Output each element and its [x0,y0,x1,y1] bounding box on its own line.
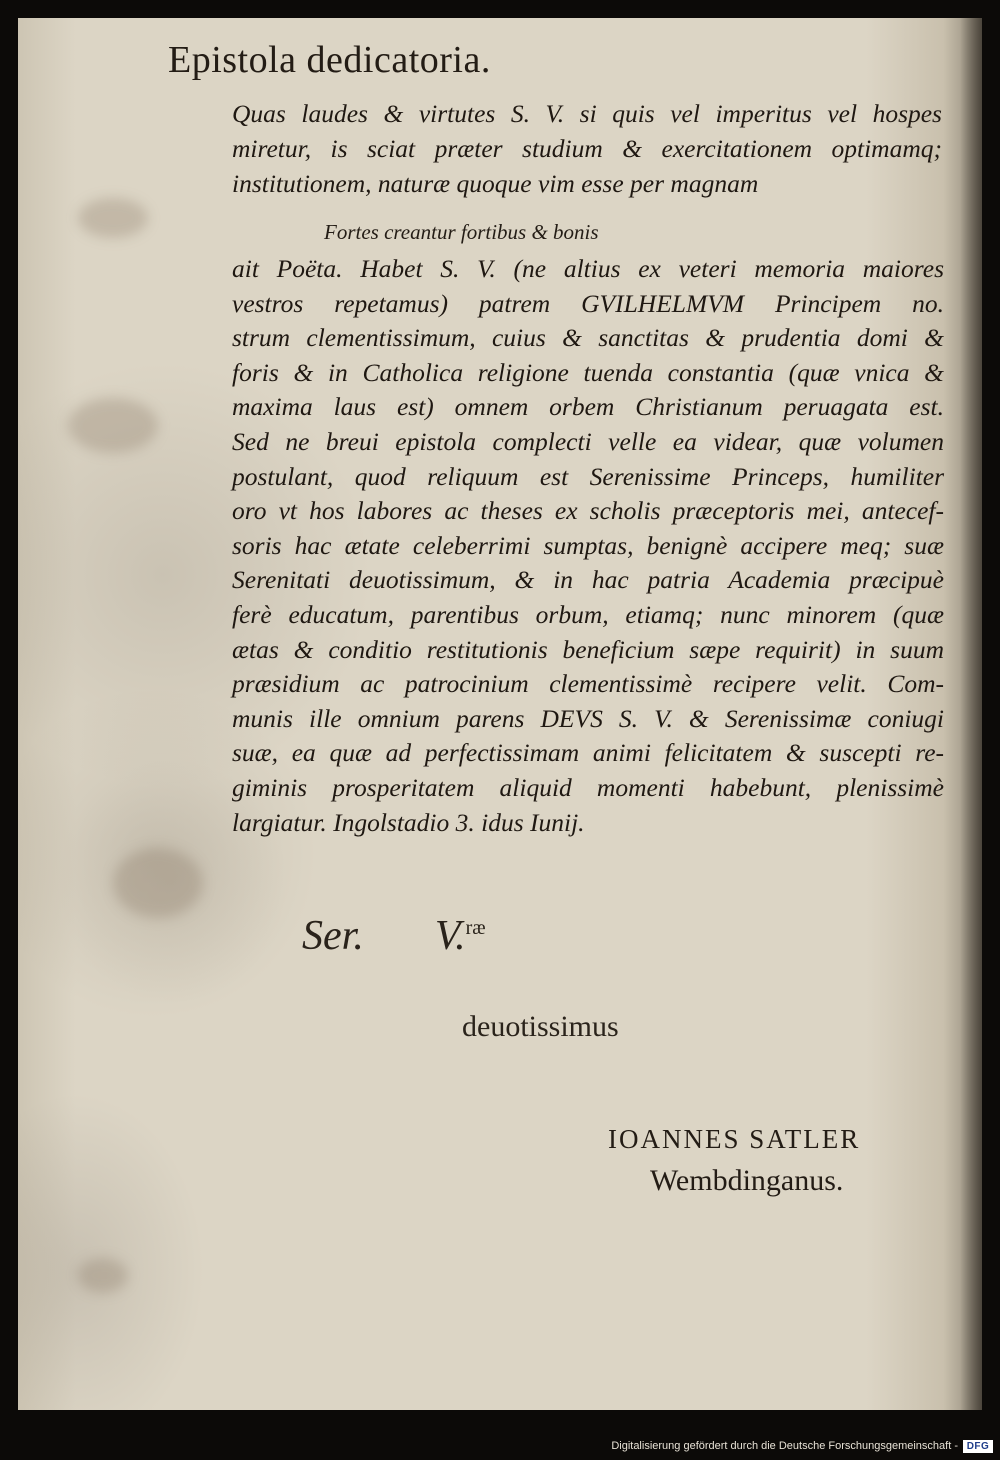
text-line: strum clementissimum, cuius & sanctitas & prudentia domi & [232,323,944,353]
digitization-credit: Digitalisierung gefördert durch die Deutsche Forschungsgemeinschaft - [611,1440,958,1452]
text-line: oro vt hos labores ac theses ex scholis præceptoris mei, antecef- [232,496,944,526]
text-line: Quas laudes & virtutes S. V. si quis vel imperitus vel hospes [232,99,942,128]
text-line: giminis prosperitatem aliquid momenti habebunt, plenissimè [232,772,944,802]
paper-stain [113,848,203,918]
text-line: miretur, is sciat præter studium & exercitationem optimamq; [232,133,942,163]
closing-salutation [302,912,486,960]
text-line: præsidium ac patrocinium clementissimè recipere velit. Com- [232,669,944,699]
signature-name: IOANNES SATLER [608,1124,861,1154]
text-line: Serenitati deuotissimum, & in hac patria Academia præcipuè [232,565,944,595]
running-head: Epistola dedicatoria. [168,39,491,81]
text-line: largiatur. Ingolstadio 3. idus Iunij. [232,807,585,837]
paper-stain [78,1258,128,1293]
closing-ser: Ser. [302,913,364,959]
paper-stain [68,398,158,453]
paper-stain [78,198,148,238]
signature-place: Wembdinganus. [650,1164,844,1197]
text-line: institutionem, naturæ quoque vim esse per magnam [232,168,759,198]
closing-v: V. [434,913,466,959]
text-line: soris hac ætate celeberrimi sumptas, benignè accipere meq; suæ [232,530,944,560]
dfg-logo: DFG [963,1440,993,1453]
paragraph-two [232,252,944,840]
text-line: postulant, quod reliquum est Serenissime Princeps, humiliter [232,461,944,491]
text-line: munis ille omnium parens DEVS S. V. & Serenissimæ coniugi [232,703,944,733]
text-line: vestros repetamus) patrem GVILHELMVM Principem no. [232,288,944,318]
text-line: suæ, ea quæ ad perfectissimam animi felicitatem & suscepti re- [232,738,944,768]
text-line: ait Poëta. Habet S. V. (ne altius ex veteri memoria maiores [232,254,944,283]
text-line: maxima laus est) omnem orbem Christianum peruagata est. [232,392,944,422]
paragraph-one [232,97,942,201]
closing-devotissimus: deuotissimus [462,1010,619,1043]
text-line: ætas & conditio restitutionis beneficium sæpe requirit) in suum [232,634,944,664]
text-line: Sed ne breui epistola complecti velle ea videar, quæ volumen [232,426,944,456]
text-line: ferè educatum, parentibus orbum, etiamq; nunc minorem (quæ [232,599,944,629]
text-line: foris & in Catholica religione tuenda constantia (quæ vnica & [232,357,944,387]
verse-quotation: Fortes creantur fortibus & bonis [324,220,599,244]
closing-v-superscript: ræ [465,917,486,939]
